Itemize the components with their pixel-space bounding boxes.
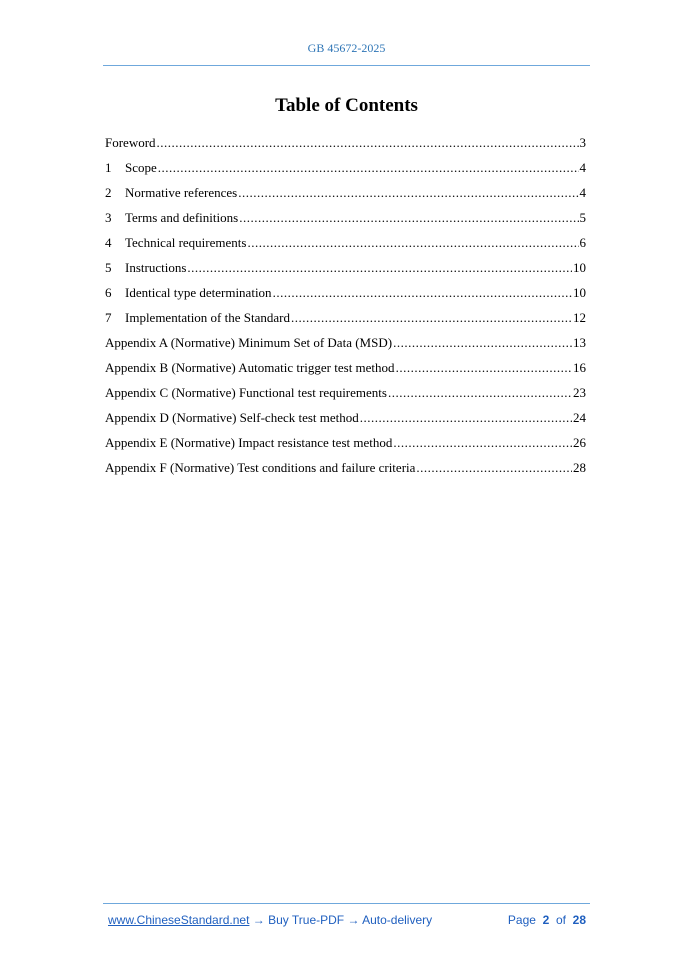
toc-entry-normative-references[interactable] <box>105 180 586 205</box>
toc-entry-label: Appendix C (Normative) Functional test requirements <box>105 385 387 400</box>
toc-entry-label: Appendix D (Normative) Self-check test method <box>105 410 359 425</box>
toc-leader-dots <box>238 180 578 205</box>
toc-entry-label: Implementation of the Standard <box>125 310 290 325</box>
toc-entry-number: 2 <box>105 185 112 200</box>
table-of-contents <box>105 130 586 480</box>
page-total: 28 <box>572 913 586 927</box>
toc-entry-label: Foreword <box>105 135 156 150</box>
toc-entry-page: 4 <box>579 185 586 200</box>
page-title: Table of Contents <box>275 95 418 116</box>
toc-entry-terms-and-definitions[interactable] <box>105 205 586 230</box>
toc-entry-appendix-d[interactable] <box>105 405 586 430</box>
toc-entry-implementation[interactable] <box>105 305 586 330</box>
toc-leader-dots <box>291 305 572 330</box>
toc-leader-dots <box>247 230 578 255</box>
toc-entry-label: Scope <box>125 160 157 175</box>
running-header: GB 45672-2025 <box>307 41 386 55</box>
toc-leader-dots <box>158 155 579 180</box>
toc-entry-page: 13 <box>573 335 586 350</box>
toc-leader-dots <box>388 380 572 405</box>
toc-entry-page: 12 <box>573 310 586 325</box>
toc-entry-scope[interactable] <box>105 155 586 180</box>
toc-leader-dots <box>393 330 572 355</box>
toc-entry-number: 4 <box>105 235 112 250</box>
toc-entry-label: Instructions <box>125 260 187 275</box>
footer-tagline: → Buy True-PDF → Auto-delivery <box>249 913 433 927</box>
toc-entry-label: Appendix A (Normative) Minimum Set of Data (MSD) <box>105 335 393 350</box>
toc-entry-number: 6 <box>105 285 112 300</box>
toc-entry-appendix-a[interactable] <box>105 330 586 355</box>
toc-entry-page: 10 <box>573 260 586 275</box>
toc-leader-dots <box>187 255 572 280</box>
toc-entry-label: Appendix F (Normative) Test conditions and failure criteria <box>105 460 416 475</box>
toc-entry-page: 26 <box>573 435 586 450</box>
page-footer <box>108 913 586 931</box>
toc-entry-label: Identical type determination <box>125 285 272 300</box>
toc-entry-appendix-e[interactable] <box>105 430 586 455</box>
toc-entry-foreword[interactable] <box>105 130 586 155</box>
toc-entry-number: 5 <box>105 260 112 275</box>
toc-entry-page: 10 <box>573 285 586 300</box>
page-of-word: of <box>555 913 566 927</box>
toc-leader-dots <box>360 405 572 430</box>
page-word: Page <box>507 913 536 927</box>
toc-entry-page: 16 <box>573 360 586 375</box>
footer-divider <box>103 903 590 904</box>
toc-entry-number: 7 <box>105 310 112 325</box>
toc-entry-label: Appendix E (Normative) Impact resistance test method <box>105 435 393 450</box>
toc-entry-page: 3 <box>579 135 586 150</box>
toc-leader-dots <box>393 430 572 455</box>
toc-entry-label: Appendix B (Normative) Automatic trigger test method <box>105 360 395 375</box>
header-divider <box>103 65 590 66</box>
toc-entry-instructions[interactable] <box>105 255 586 280</box>
toc-leader-dots <box>396 355 572 380</box>
toc-entry-appendix-c[interactable] <box>105 380 586 405</box>
footer-promo <box>108 913 432 927</box>
toc-entry-appendix-f[interactable] <box>105 455 586 480</box>
toc-entry-number: 1 <box>105 160 112 175</box>
toc-entry-page: 23 <box>573 385 586 400</box>
toc-entry-appendix-b[interactable] <box>105 355 586 380</box>
toc-leader-dots <box>239 205 578 230</box>
toc-entry-page: 24 <box>573 410 586 425</box>
chinesestandard-link[interactable]: www.ChineseStandard.net <box>108 913 250 927</box>
toc-entry-page: 4 <box>579 160 586 175</box>
toc-entry-page: 28 <box>573 460 586 475</box>
toc-entry-label: Technical requirements <box>125 235 247 250</box>
toc-entry-label: Normative references <box>125 185 238 200</box>
toc-entry-page: 6 <box>579 235 586 250</box>
toc-leader-dots <box>157 130 579 155</box>
toc-entry-identical-type-determination[interactable] <box>105 280 586 305</box>
page-current: 2 <box>542 913 550 927</box>
toc-entry-page: 5 <box>579 210 586 225</box>
toc-entry-number: 3 <box>105 210 112 225</box>
toc-leader-dots <box>273 280 572 305</box>
toc-leader-dots <box>416 455 572 480</box>
page-counter <box>508 913 586 927</box>
toc-entry-label: Terms and definitions <box>125 210 239 225</box>
toc-entry-technical-requirements[interactable] <box>105 230 586 255</box>
